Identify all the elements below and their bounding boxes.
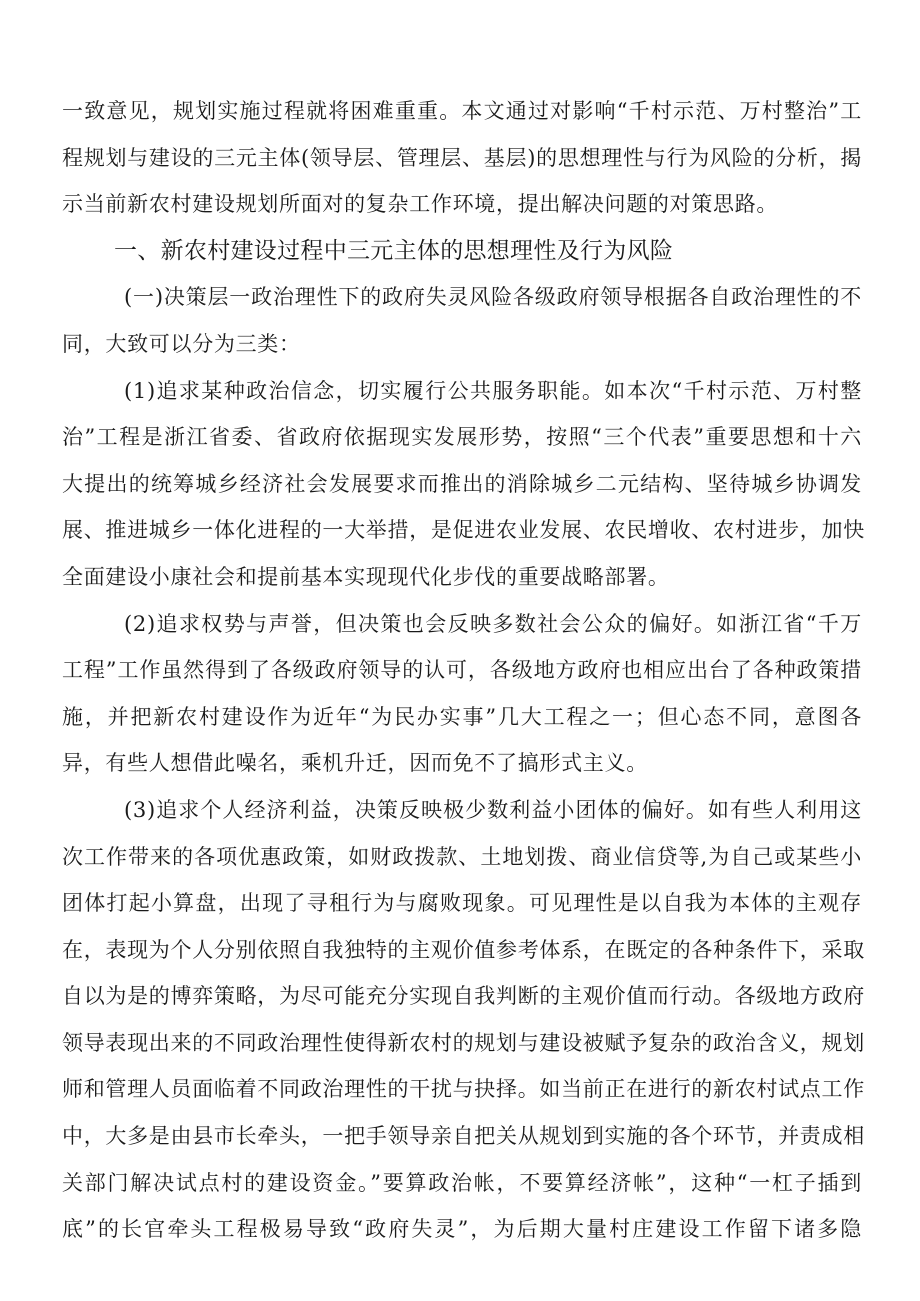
text-line: 关部门解决试点村的建设资金。”要算政治帐，不要算经济帐”，这种“一杠子插到 [62, 1170, 862, 1195]
item-1-paragraph [62, 368, 865, 601]
text-line: 大提出的统筹城乡经济社会发展要求而推出的消除城乡二元结构、坚待城乡协调发 [62, 471, 862, 496]
text-line: 中，大多是由县市长牵头，一把手领导亲自把关从规划到实施的各个环节，并责成相 [62, 1124, 865, 1149]
text-line: 工程”工作虽然得到了各级政府领导的认可，各级地方政府也相应出台了各种政策措 [62, 658, 862, 683]
text-line: 展、推进城乡一体化进程的一大举措，是促进农业发展、农民增收、农村进步，加快 [62, 518, 865, 543]
text-line: 示当前新农村建设规划所面对的复杂工作环境，提出解决问题的对策思路。 [62, 192, 779, 217]
text-line: (1)追求某种政治信念，切实履行公共服务职能。如本次“千村示范、万村整 [124, 378, 862, 403]
intro-paragraph [62, 88, 862, 228]
text-line: 底”的长官牵头工程极易导致“政府失灵”，为后期大量村庄建设工作留下诸多隐 [62, 1217, 862, 1242]
text-line: (3)追求个人经济利益，决策反映极少数利益小团体的偏好。如有些人利用这 [124, 797, 862, 822]
document-page [62, 88, 865, 1253]
item-3-paragraph [62, 787, 865, 1253]
item-2-paragraph [62, 601, 862, 787]
text-line: 一致意见，规划实施过程就将困难重重。本文通过对影响“千村示范、万村整治”工 [62, 99, 862, 123]
text-line: 师和管理人员面临着不同政治理性的干扰与抉择。如当前正在进行的新农村试点工作 [62, 1077, 865, 1102]
text-line: 治”工程是浙江省委、省政府依据现实发展形势，按照“三个代表”重要思想和十六 [62, 425, 862, 450]
text-line: 同，大致可以分为三类： [62, 331, 301, 356]
text-line: 在，表现为个人分别依照自我独特的主观价值参考体系，在既定的各种条件下，采取 [62, 937, 865, 962]
text-line: 异，有些人想借此噪名，乘机升迁，因而免不了搞形式主义。 [62, 751, 648, 776]
section-heading: 一、新农村建设过程中三元主体的思想理性及行为风险 [114, 237, 674, 264]
text-line: 团体打起小算盘，出现了寻租行为与腐败现象。可见理性是以自我为本体的主观存 [62, 891, 862, 916]
text-line: 自以为是的博弈策略，为尽可能充分实现自我判断的主观价值而行动。各级地方政府 [62, 984, 865, 1009]
text-line: 程规划与建设的三元主体(领导层、管理层、基层)的思想理性与行为风险的分析，揭 [62, 145, 862, 170]
text-line: (一)决策层一政治理性下的政府失灵风险各级政府领导根据各自政治理性的不 [124, 285, 862, 310]
subsection-paragraph [62, 274, 862, 367]
text-line: 施，并把新农村建设作为近年“为民办实事”几大工程之一；但心态不同，意图各 [62, 704, 862, 729]
text-line: 次工作带来的各项优惠政策，如财政拨款、土地划拨、商业信贷等,为自己或某些小 [62, 844, 862, 869]
text-line: 领导表现出来的不同政治理性使得新农村的规划与建设被赋予复杂的政治含义，规划 [62, 1030, 865, 1055]
text-line: (2)追求权势与声誉，但决策也会反映多数社会公众的偏好。如浙江省“千万 [124, 611, 862, 636]
text-line: 全面建设小康社会和提前基本实现现代化步伐的重要战略部署。 [62, 564, 670, 589]
